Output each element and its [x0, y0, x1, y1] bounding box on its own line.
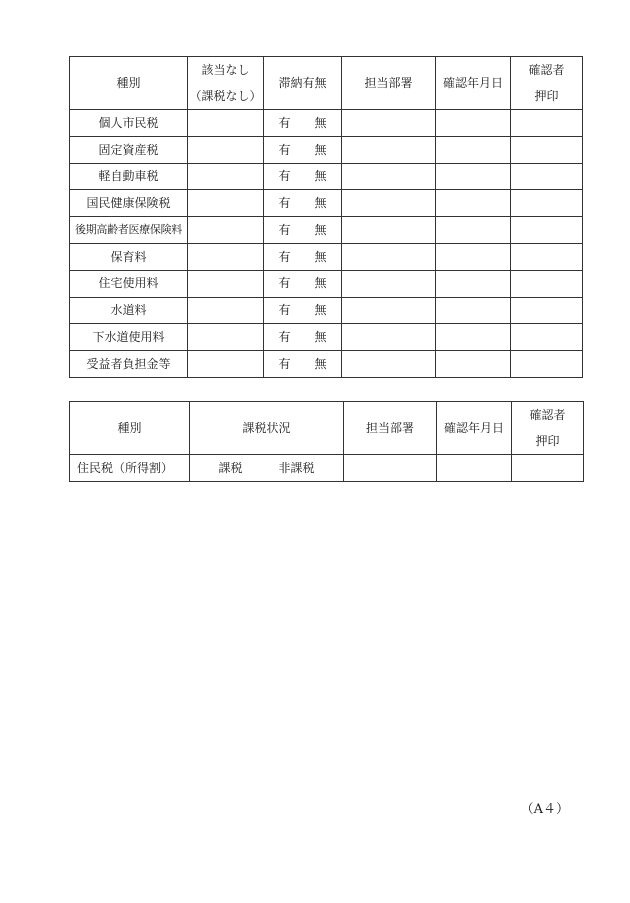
not-applicable-cell[interactable] — [188, 190, 264, 217]
no-option[interactable]: 無 — [314, 303, 327, 318]
table-row — [70, 136, 583, 163]
header-tax-status: 課税状況 — [190, 402, 344, 455]
no-option[interactable]: 無 — [314, 249, 327, 264]
confirmer-cell[interactable] — [511, 270, 583, 297]
no-option[interactable]: 無 — [314, 222, 327, 237]
arrears-choice[interactable] — [264, 110, 342, 137]
dept-cell[interactable] — [344, 455, 437, 482]
date-cell[interactable] — [436, 190, 511, 217]
confirmer-cell[interactable] — [511, 324, 583, 351]
dept-cell[interactable] — [342, 351, 436, 378]
yes-option[interactable]: 有 — [278, 142, 291, 157]
no-option[interactable]: 無 — [314, 115, 327, 130]
arrears-check-table — [69, 56, 583, 378]
no-option[interactable]: 無 — [314, 330, 327, 345]
resident-tax-table — [69, 401, 584, 482]
row-kind: 水道料 — [70, 297, 188, 324]
header-confirmer-line1: 確認者 — [528, 63, 565, 77]
not-applicable-cell[interactable] — [188, 163, 264, 190]
confirmer-cell[interactable] — [511, 297, 583, 324]
header-dept: 担当部署 — [344, 402, 437, 455]
dept-cell[interactable] — [342, 270, 436, 297]
row-kind: 固定資産税 — [70, 136, 188, 163]
dept-cell[interactable] — [342, 136, 436, 163]
yes-option[interactable]: 有 — [278, 356, 291, 371]
header-confirmer-line1: 確認者 — [529, 408, 566, 422]
header-confirmer-line2: 押印 — [535, 434, 560, 448]
dept-cell[interactable] — [342, 297, 436, 324]
dept-cell[interactable] — [342, 110, 436, 137]
table-row — [70, 351, 583, 378]
yes-option[interactable]: 有 — [278, 222, 291, 237]
header-not-applicable-line2: （課税なし） — [189, 89, 262, 103]
arrears-choice[interactable] — [264, 243, 342, 270]
no-option[interactable]: 無 — [314, 142, 327, 157]
date-cell[interactable] — [436, 270, 511, 297]
yes-option[interactable]: 有 — [278, 115, 291, 130]
arrears-choice[interactable] — [264, 217, 342, 244]
header-confirmer — [511, 57, 583, 110]
arrears-choice[interactable] — [264, 190, 342, 217]
row-kind: 住民税（所得割） — [70, 455, 190, 482]
date-cell[interactable] — [436, 217, 511, 244]
untaxed-option[interactable]: 非課税 — [278, 460, 315, 475]
dept-cell[interactable] — [342, 243, 436, 270]
not-applicable-cell[interactable] — [188, 324, 264, 351]
header-date: 確認年月日 — [437, 402, 512, 455]
table-row — [70, 270, 583, 297]
header-confirmer — [512, 402, 584, 455]
confirmer-cell[interactable] — [511, 136, 583, 163]
arrears-choice[interactable] — [264, 351, 342, 378]
table-row — [70, 324, 583, 351]
taxed-option[interactable]: 課税 — [218, 460, 243, 475]
confirmer-cell[interactable] — [511, 190, 583, 217]
date-cell[interactable] — [437, 455, 512, 482]
confirmer-cell[interactable] — [511, 217, 583, 244]
table-body — [70, 110, 583, 378]
yes-option[interactable]: 有 — [278, 249, 291, 264]
tax-status-choice[interactable] — [190, 455, 344, 482]
not-applicable-cell[interactable] — [188, 297, 264, 324]
table-row — [70, 297, 583, 324]
header-arrears: 滞納有無 — [264, 57, 342, 110]
arrears-choice[interactable] — [264, 297, 342, 324]
dept-cell[interactable] — [342, 324, 436, 351]
table-header-row — [70, 402, 584, 455]
row-kind: 受益者負担金等 — [70, 351, 188, 378]
arrears-choice[interactable] — [264, 163, 342, 190]
row-kind: 住宅使用料 — [70, 270, 188, 297]
not-applicable-cell[interactable] — [188, 217, 264, 244]
confirmer-cell[interactable] — [512, 455, 584, 482]
yes-option[interactable]: 有 — [278, 303, 291, 318]
date-cell[interactable] — [436, 351, 511, 378]
header-confirmer-line2: 押印 — [534, 89, 559, 103]
confirmer-cell[interactable] — [511, 163, 583, 190]
not-applicable-cell[interactable] — [188, 136, 264, 163]
table-row — [70, 217, 583, 244]
header-kind: 種別 — [70, 402, 190, 455]
header-not-applicable-line1: 該当なし — [201, 63, 250, 77]
confirmer-cell[interactable] — [511, 243, 583, 270]
header-dept: 担当部署 — [342, 57, 436, 110]
date-cell[interactable] — [436, 243, 511, 270]
date-cell[interactable] — [436, 110, 511, 137]
yes-option[interactable]: 有 — [278, 196, 291, 211]
dept-cell[interactable] — [342, 163, 436, 190]
table-row — [70, 455, 584, 482]
no-option[interactable]: 無 — [314, 196, 327, 211]
table-row — [70, 190, 583, 217]
arrears-choice[interactable] — [264, 324, 342, 351]
not-applicable-cell[interactable] — [188, 351, 264, 378]
arrears-choice[interactable] — [264, 270, 342, 297]
date-cell[interactable] — [436, 297, 511, 324]
confirmer-cell[interactable] — [511, 110, 583, 137]
yes-option[interactable]: 有 — [278, 330, 291, 345]
no-option[interactable]: 無 — [314, 169, 327, 184]
row-kind: 国民健康保険税 — [70, 190, 188, 217]
table-row — [70, 110, 583, 137]
date-cell[interactable] — [436, 324, 511, 351]
no-option[interactable]: 無 — [314, 356, 327, 371]
yes-option[interactable]: 有 — [278, 169, 291, 184]
header-kind: 種別 — [70, 57, 188, 110]
arrears-choice[interactable] — [264, 136, 342, 163]
confirmer-cell[interactable] — [511, 351, 583, 378]
row-kind: 軽自動車税 — [70, 163, 188, 190]
dept-cell[interactable] — [342, 217, 436, 244]
date-cell[interactable] — [436, 136, 511, 163]
not-applicable-cell[interactable] — [188, 243, 264, 270]
date-cell[interactable] — [436, 163, 511, 190]
row-kind: 個人市民税 — [70, 110, 188, 137]
table-row — [70, 163, 583, 190]
table-row — [70, 243, 583, 270]
row-kind: 後期高齢者医療保険料 — [70, 217, 188, 244]
not-applicable-cell[interactable] — [188, 110, 264, 137]
not-applicable-cell[interactable] — [188, 270, 264, 297]
yes-option[interactable]: 有 — [278, 276, 291, 291]
dept-cell[interactable] — [342, 190, 436, 217]
row-kind: 保育料 — [70, 243, 188, 270]
paper-size-label: （A４） — [520, 802, 569, 817]
no-option[interactable]: 無 — [314, 276, 327, 291]
header-not-applicable — [188, 57, 264, 110]
header-date: 確認年月日 — [436, 57, 511, 110]
row-kind: 下水道使用料 — [70, 324, 188, 351]
table-header-row — [70, 57, 583, 110]
